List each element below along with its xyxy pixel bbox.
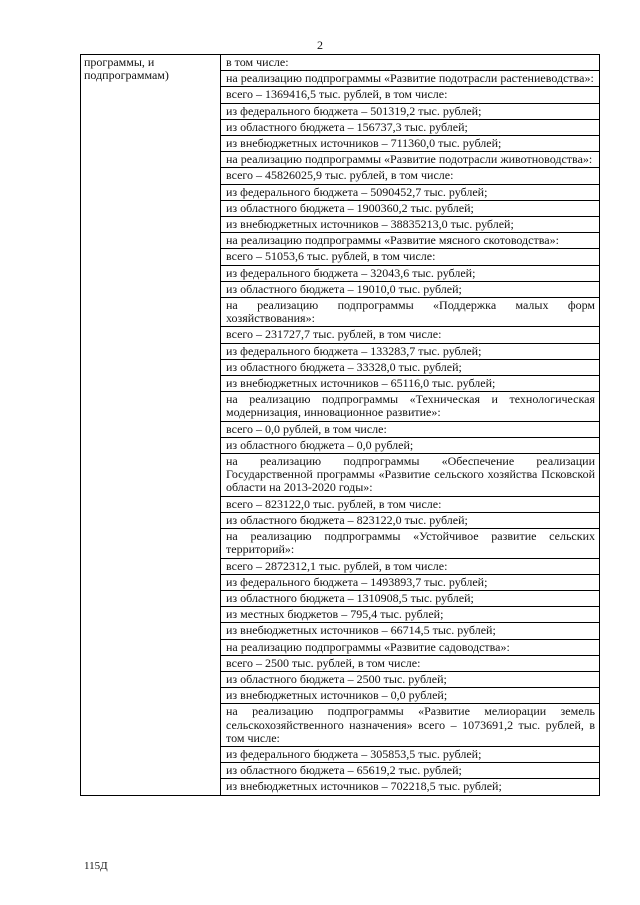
text-line: всего – 231727,7 тыс. рублей, в том числе: — [221, 327, 599, 343]
text-line: всего – 0,0 рублей, в том числе: — [221, 422, 599, 438]
text-line: из внебюджетных источников – 711360,0 тыс. рублей; — [221, 136, 599, 152]
text-line: из федерального бюджета – 133283,7 тыс. рублей; — [221, 344, 599, 360]
text-line: из федерального бюджета – 305853,5 тыс. рублей; — [221, 747, 599, 763]
text-line: на реализацию подпрограммы «Устойчивое развитие сельских территорий»: — [221, 529, 599, 558]
text-line: на реализацию подпрограммы «Обеспечение реализации Государственной программы «Развитие сельского хозяйства Псковской области на 2013-2020 годы»: — [221, 454, 599, 497]
text-line: из внебюджетных источников – 65116,0 тыс. рублей; — [221, 376, 599, 392]
text-line: из внебюджетных источников – 702218,5 тыс. рублей; — [226, 779, 502, 794]
text-line: всего – 45826025,9 тыс. рублей, в том числе: — [221, 168, 599, 184]
text-line: из федерального бюджета – 32043,6 тыс. рублей; — [221, 266, 599, 282]
text-line: в том числе: — [221, 55, 599, 71]
text-line: из внебюджетных источников – 0,0 рублей; — [221, 688, 599, 704]
text-line: из областного бюджета – 156737,3 тыс. рублей; — [221, 120, 599, 136]
text-line: из областного бюджета – 823122,0 тыс. рублей; — [221, 513, 599, 529]
text-line: из областного бюджета – 0,0 рублей; — [221, 438, 599, 454]
label-line: программы, и — [84, 55, 155, 69]
text-line: из областного бюджета – 19010,0 тыс. рублей; — [221, 282, 599, 298]
table-row — [81, 55, 600, 796]
text-line: всего – 2872312,1 тыс. рублей, в том числе: — [221, 559, 599, 575]
text-line: на реализацию подпрограммы «Поддержка малых форм хозяйствования»: — [221, 298, 599, 327]
text-line: из областного бюджета – 1310908,5 тыс. рублей; — [221, 591, 599, 607]
text-line: из областного бюджета – 2500 тыс. рублей; — [221, 672, 599, 688]
text-line: на реализацию подпрограммы «Развитие мелиорации земель сельскохозяйственного назначения» всего – 1073691,2 тыс. рублей, в том числе: — [221, 704, 599, 747]
text-line: из федерального бюджета – 1493893,7 тыс. рублей; — [221, 575, 599, 591]
page-number: 2 — [317, 38, 323, 52]
document-code: 115Д — [84, 860, 108, 872]
text-line: из областного бюджета – 1900360,2 тыс. рублей; — [221, 201, 599, 217]
text-line: из областного бюджета – 65619,2 тыс. рублей; — [221, 763, 599, 779]
text-line: из федерального бюджета – 5090452,7 тыс. рублей; — [221, 185, 599, 201]
label-cell — [81, 55, 221, 796]
text-line: на реализацию подпрограммы «Развитие садоводства»: — [221, 640, 599, 656]
text-line: на реализацию подпрограммы «Развитие мясного скотоводства»: — [221, 233, 599, 249]
text-line: на реализацию подпрограммы «Развитие подотрасли животноводства»: — [221, 152, 599, 168]
text-line: из федерального бюджета – 501319,2 тыс. рублей; — [221, 104, 599, 120]
text-line: из областного бюджета – 33328,0 тыс. рублей; — [221, 360, 599, 376]
text-line: всего – 2500 тыс. рублей, в том числе: — [221, 656, 599, 672]
content-cell — [221, 55, 600, 796]
text-line: из местных бюджетов – 795,4 тыс. рублей; — [221, 607, 599, 623]
text-line: на реализацию подпрограммы «Развитие подотрасли растениеводства»: — [221, 71, 599, 87]
funding-table — [80, 54, 600, 796]
text-line: из внебюджетных источников – 66714,5 тыс. рублей; — [221, 623, 599, 639]
text-line: всего – 823122,0 тыс. рублей, в том числе: — [221, 497, 599, 513]
label-line: подпрограммам) — [84, 68, 169, 82]
text-line: на реализацию подпрограммы «Техническая и технологическая модернизация, инновационное развитие»: — [221, 392, 599, 421]
text-line: из внебюджетных источников – 38835213,0 тыс. рублей; — [221, 217, 599, 233]
text-line: всего – 51053,6 тыс. рублей, в том числе: — [221, 249, 599, 265]
text-line: всего – 1369416,5 тыс. рублей, в том числе: — [221, 87, 599, 103]
